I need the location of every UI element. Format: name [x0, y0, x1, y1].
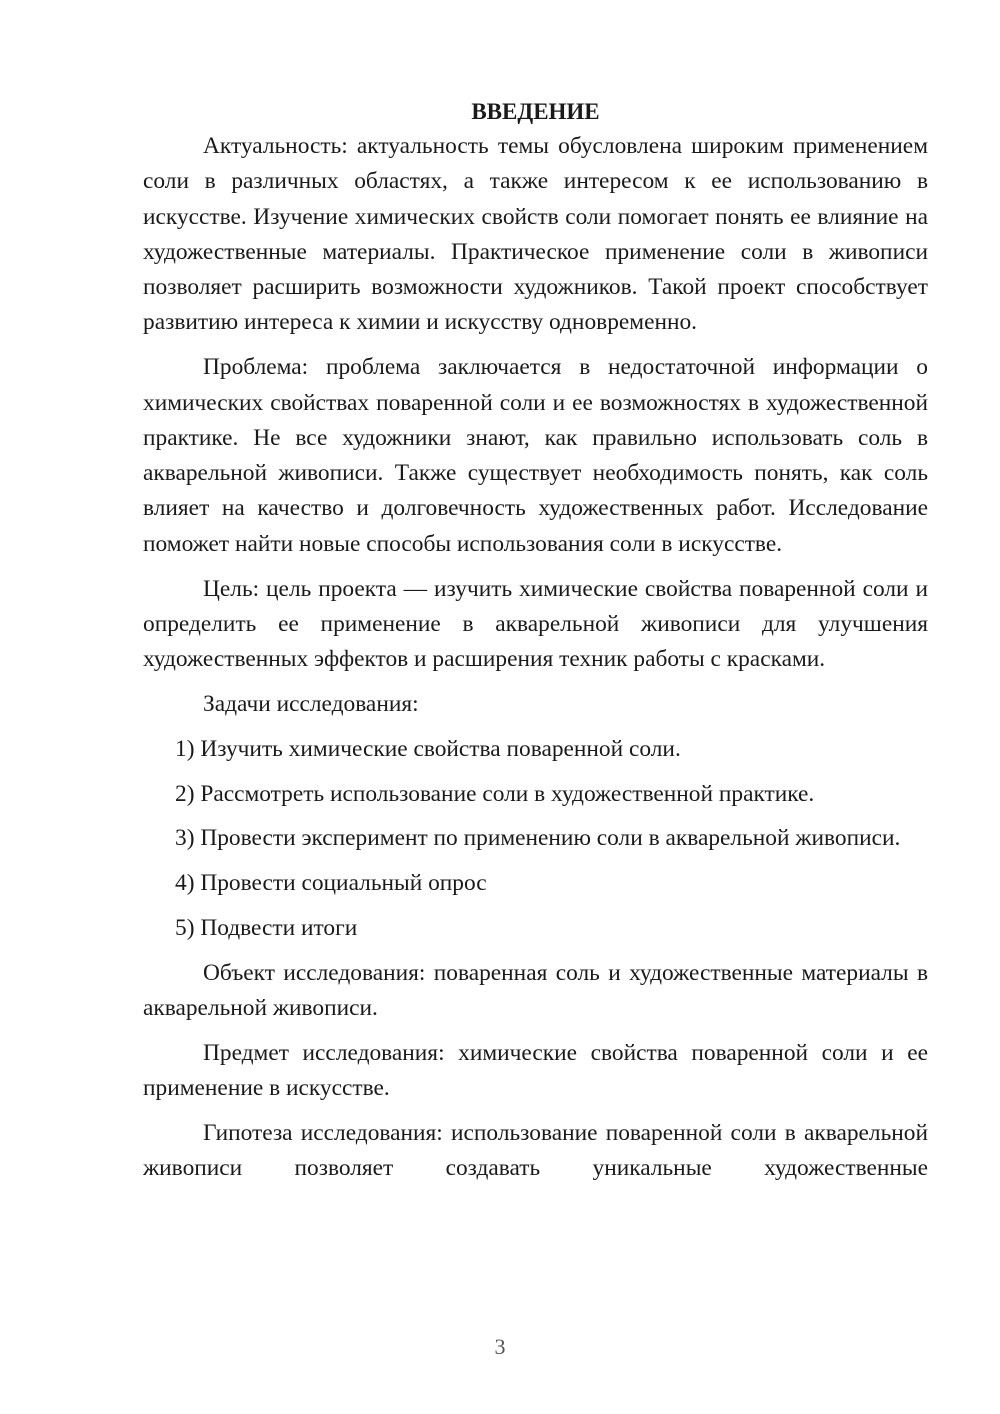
- section-heading: ВВЕДЕНИЕ: [471, 99, 600, 124]
- task-item-2: 2) Рассмотреть использование соли в художественной практике.: [175, 780, 815, 807]
- task-item-4: 4) Провести социальный опрос: [175, 870, 487, 897]
- paragraph-relevance: Актуальность: актуальность темы обусловлена широким применением соли в различных областях, а также интересом к ее использованию в искусстве. Изучение химических свойств соли помогает понять ее влияние на художественные материалы. Практическое применение соли в живописи позволяет расширить возможности художников. Такой проект способствует развитию интереса к химии и искусству одновременно.: [143, 133, 928, 336]
- task-item-1: 1) Изучить химические свойства поваренной соли.: [175, 735, 681, 762]
- paragraph-tasks-heading: Задачи исследования:: [203, 690, 419, 717]
- paragraph-subject: Предмет исследования: химические свойства поваренной соли и ее применение в искусстве.: [143, 1039, 928, 1102]
- task-item-5: 5) Подвести итоги: [175, 914, 358, 941]
- paragraph-object: Объект исследования: поваренная соль и художественные материалы в акварельной живописи.: [143, 959, 928, 1022]
- document-page: [143, 94, 928, 1196]
- paragraph-goal: Цель: цель проекта — изучить химические свойства поваренной соли и определить ее применение в акварельной живописи для улучшения художественных эффектов и расширения техник работы с красками.: [143, 575, 928, 673]
- page-number: 3: [494, 1334, 506, 1359]
- task-item-3: 3) Провести эксперимент по применению соли в акварельной живописи.: [175, 825, 901, 852]
- paragraph-hypothesis: Гипотеза исследования: использование поваренной соли в акварельной живописи позволяет создавать уникальные художественные: [143, 1119, 928, 1182]
- paragraph-problem: Проблема: проблема заключается в недостаточной информации о химических свойствах поваренной соли и ее возможностях в художественной практике. Не все художники знают, как правильно использовать соль в акварельной живописи. Также существует необходимость понять, как соль влияет на качество и долговечность художественных работ. Исследование поможет найти новые способы использования соли в искусстве.: [143, 354, 928, 557]
